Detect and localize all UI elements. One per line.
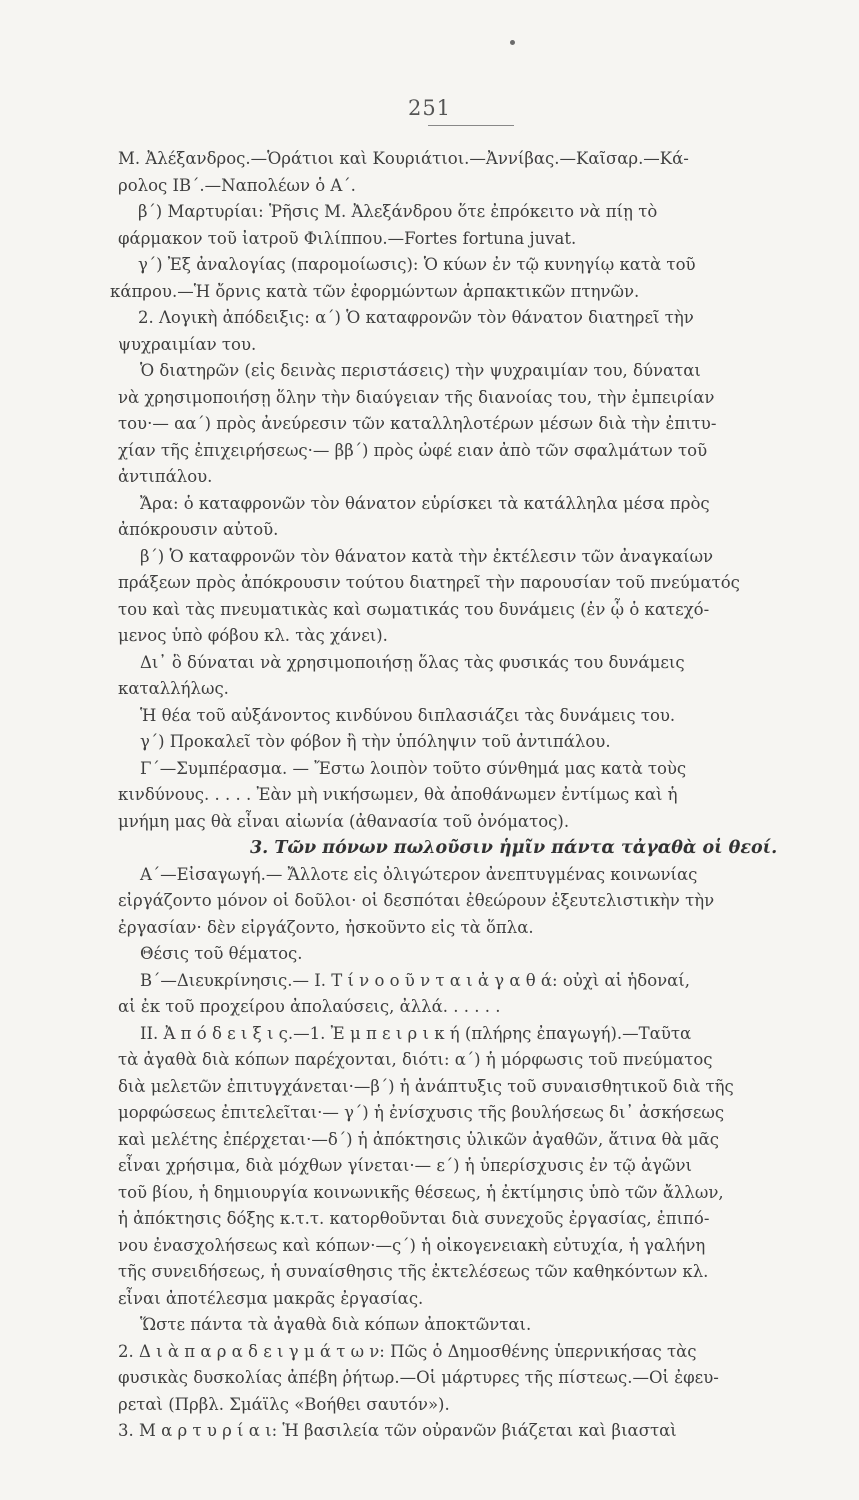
text-line: κινδύνους. . . . . Ἐὰν μὴ νικήσωμεν, θὰ ἀποθάνωμεν ἐντίμως καὶ ἡ xyxy=(118,785,678,804)
text-line: φάρμακον τοῦ ἰατροῦ Φιλίππου.—Fortes fortuna juvat. xyxy=(118,229,577,248)
text-line: ἐργασίαν· δὲν εἰργάζοντο, ἠσκοῦντο εἰς τὰ ὅπλα. xyxy=(118,918,534,937)
text-line: ἀντιπάλου. xyxy=(118,467,213,486)
text-line: μενος ὑπὸ φόβου κλ. τὰς χάνει). xyxy=(118,626,388,645)
text-line: ρολος ΙΒ΄.—Ναπολέων ὁ Α΄. xyxy=(118,176,356,195)
text-line: τῆς συνειδήσεως, ἡ συναίσθησις τῆς ἐκτελέσεως τῶν καθηκόντων κλ. xyxy=(118,1262,709,1281)
text-line: καταλλήλως. xyxy=(118,679,229,698)
text-line: τοῦ βίου, ἡ δημιουργία κοινωνικῆς θέσεως, ἡ ἐκτίμησις ὑπὸ τῶν ἄλλων, xyxy=(118,1183,724,1202)
text-line: Ἡ θέα τοῦ αὐξάνοντος κινδύνου διπλασιάζει τὰς δυνάμεις του. xyxy=(140,706,676,725)
text-line: του·— αα΄) πρὸς ἀνεύρεσιν τῶν καταλληλοτέρων μέσων διὰ τὴν ἐπιτυ- xyxy=(118,414,717,433)
text-line: εἰργάζοντο μόνον οἱ δοῦλοι· οἱ δεσπόται ἐθεώρουν ἐξευτελιστικὴν τὴν xyxy=(118,891,715,910)
text-line: Ὁ διατηρῶν (εἰς δεινὰς περιστάσεις) τὴν ψυχραιμίαν του, δύναται xyxy=(140,361,701,380)
text-line: Ὥστε πάντα τὰ ἀγαθὰ διὰ κόπων ἀποκτῶνται. xyxy=(140,1315,532,1334)
text-line: 2. Λογικὴ ἀπόδειξις: α΄) Ὁ καταφρονῶν τὸν θάνατον διατηρεῖ τὴν xyxy=(138,308,694,327)
text-line: καὶ μελέτης ἐπέρχεται·—δ΄) ἡ ἀπόκτησις ὑλικῶν ἀγαθῶν, ἅτινα θὰ μᾶς xyxy=(118,1130,720,1149)
text-line: Δι᾽ ὃ δύναται νὰ χρησιμοποιήσῃ ὅλας τὰς φυσικάς του δυνάμεις xyxy=(140,653,685,672)
text-line: 3. Μ α ρ τ υ ρ ί α ι: Ἡ βασιλεία τῶν οὐρανῶν βιάζεται καὶ βιασταὶ xyxy=(118,1421,677,1440)
text-line: κάπρου.—Ἡ ὄρνις κατὰ τῶν ἐφορμώντων ἁρπακτικῶν πτηνῶν. xyxy=(110,282,640,301)
text-line: πράξεων πρὸς ἀπόκρουσιν τούτου διατηρεῖ τὴν παρουσίαν τοῦ πνεύματός xyxy=(118,573,740,592)
text-line: αἱ ἐκ τοῦ προχείρου ἀπολαύσεις, ἀλλά. . . . . . xyxy=(118,997,501,1016)
text-line: ἡ ἀπόκτησις δόξης κ.τ.τ. κατορθοῦνται διὰ συνεχοῦς ἐργασίας, ἐπιπό- xyxy=(118,1209,710,1228)
text-line: χίαν τῆς ἐπιχειρήσεως·— ββ΄) πρὸς ὠφέ ειαν ἀπὸ τῶν σφαλμάτων τοῦ xyxy=(118,441,708,460)
text-line: Α΄—Εἰσαγωγή.— Ἄλλοτε εἰς ὀλιγώτερον ἀνεπτυγμένας κοινωνίας xyxy=(140,865,698,884)
text-line: νου ἐνασχολήσεως καὶ κόπων·—ς΄) ἡ οἰκογενειακὴ εὐτυχία, ἡ γαλήνη xyxy=(118,1236,706,1255)
text-line: 2. Δ ι ὰ π α ρ α δ ε ι γ μ ά τ ω ν: Πῶς ὁ Δημοσθένης ὑπερνικήσας τὰς xyxy=(118,1342,697,1361)
text-line: β΄) Ὁ καταφρονῶν τὸν θάνατον κατὰ τὴν ἐκτέλεσιν τῶν ἀναγκαίων xyxy=(140,547,714,566)
text-line: β΄) Μαρτυρίαι: Ῥῆσις Μ. Ἀλεξάνδρου ὅτε ἐπρόκειτο νὰ πίῃ τὸ xyxy=(138,202,658,221)
text-line: γ΄) Ἐξ ἀναλογίας (παρομοίωσις): Ὁ κύων ἐν τῷ κυνηγίῳ κατὰ τοῦ xyxy=(138,255,696,274)
text-line: Β΄—Διευκρίνησις.— Ι. Τ ί ν ο ο ῦ ν τ α ι ἀ γ α θ ά: οὐχὶ αἱ ἡδοναί, xyxy=(140,971,691,990)
text-line: ψυχραιμίαν του. xyxy=(118,335,257,354)
text-line: του καὶ τὰς πνευματικὰς καὶ σωματικάς του δυνάμεις (ἐν ᾧ ὁ κατεχό- xyxy=(118,600,710,619)
text-line: εἶναι ἀποτέλεσμα μακρᾶς ἐργασίας. xyxy=(118,1289,424,1308)
text-line: Γ΄—Συμπέρασμα. — Ἔστω λοιπὸν τοῦτο σύνθημά μας κατὰ τοὺς xyxy=(140,759,687,778)
text-line: ρεταὶ (Πρβλ. Σμάϊλς «Βοήθει σαυτόν»). xyxy=(118,1395,450,1414)
header-rule xyxy=(428,125,514,126)
text-line: νὰ χρησιμοποιήσῃ ὅλην τὴν διαύγειαν τῆς διανοίας του, τὴν ἐμπειρίαν xyxy=(118,388,715,407)
text-line: διὰ μελετῶν ἐπιτυγχάνεται·—β΄) ἡ ἀνάπτυξις τοῦ συναισθητικοῦ διὰ τῆς xyxy=(118,1077,734,1096)
text-line: εἶναι χρήσιμα, διὰ μόχθων γίνεται·— ε΄) ἡ ὑπερίσχυσις ἐν τῷ ἀγῶνι xyxy=(118,1156,692,1175)
text-line: ΙΙ. Ἀ π ό δ ε ι ξ ι ς.—1. Ἐ μ π ε ι ρ ι κ ή (πλήρης ἐπαγωγή).—Ταῦτα xyxy=(140,1024,692,1043)
text-line: Ἄρα: ὁ καταφρονῶν τὸν θάνατον εὑρίσκει τὰ κατάλληλα μέσα πρὸς xyxy=(140,494,710,513)
page-number: 251 xyxy=(407,96,452,120)
section-heading: 3. Τῶν πόνων πωλοῦσιν ἡμῖν πάντα τἀγαθὰ οἱ θεοί. xyxy=(250,838,778,858)
text-line: γ΄) Προκαλεῖ τὸν φόβον ἢ τὴν ὑπόληψιν τοῦ ἀντιπάλου. xyxy=(140,732,611,751)
text-line: τὰ ἀγαθὰ διὰ κόπων παρέχονται, διότι: α΄) ἡ μόρφωσις τοῦ πνεύματος xyxy=(118,1050,713,1069)
text-line: μορφώσεως ἐπιτελεῖται·— γ΄) ἡ ἐνίσχυσις τῆς βουλήσεως δι᾽ ἀσκήσεως xyxy=(118,1103,725,1122)
text-line: Μ. Ἀλέξανδρος.—Ὁράτιοι καὶ Κουριάτιοι.—Ἀννίβας.—Καῖσαρ.—Κά- xyxy=(118,149,689,168)
text-line: φυσικὰς δυσκολίας ἀπέβη ῥήτωρ.—Οἱ μάρτυρες τῆς πίστεως.—Οἱ ἐφευ- xyxy=(118,1368,719,1387)
ink-speck xyxy=(510,40,515,45)
text-line: ἀπόκρουσιν αὐτοῦ. xyxy=(118,520,279,539)
text-line: Θέσις τοῦ θέματος. xyxy=(140,944,303,963)
text-line: μνήμη μας θὰ εἶναι αἰωνία (ἀθανασία τοῦ ὀνόματος). xyxy=(118,812,570,831)
